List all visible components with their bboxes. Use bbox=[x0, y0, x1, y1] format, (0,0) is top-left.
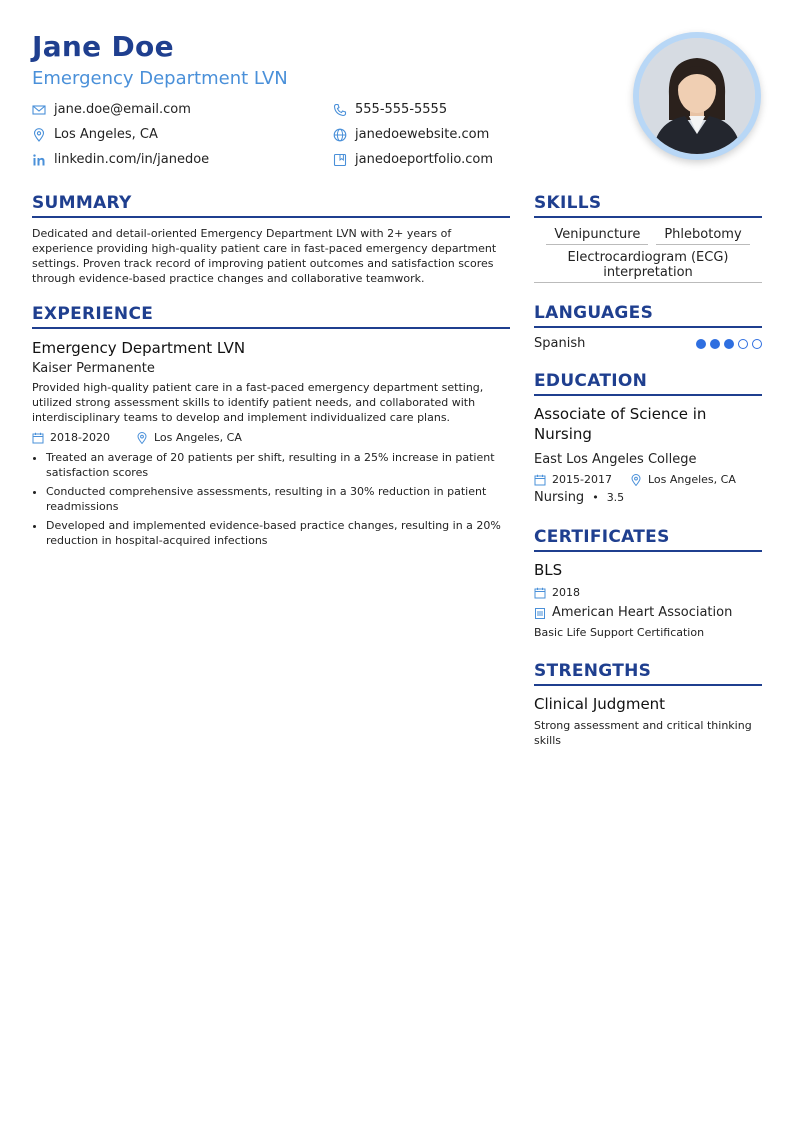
calendar-icon bbox=[534, 587, 546, 599]
profile-photo bbox=[633, 32, 761, 160]
job-title: Emergency Department LVN bbox=[32, 339, 246, 357]
language-name: Spanish bbox=[534, 336, 586, 351]
education-gpa: 3.5 bbox=[606, 491, 625, 504]
languages-heading: LANGUAGES bbox=[534, 303, 762, 328]
location-pin-icon bbox=[32, 128, 46, 142]
certificate-description: Basic Life Support Certification bbox=[534, 626, 705, 639]
skills-heading: SKILLS bbox=[534, 193, 762, 218]
skill-tag: Electrocardiogram (ECG) interpretation bbox=[534, 249, 762, 283]
linkedin-icon bbox=[32, 153, 46, 167]
education-field-row bbox=[534, 490, 762, 505]
contact-email[interactable] bbox=[32, 102, 191, 117]
strength-name: Clinical Judgment bbox=[534, 695, 666, 713]
contact-linkedin[interactable] bbox=[32, 152, 209, 167]
list-item: • Conducted comprehensive assessments, resulting in a 30% reduction in patient readmissions bbox=[46, 484, 510, 514]
contact-location bbox=[32, 127, 158, 142]
list-item: • Developed and implemented evidence-based practice changes, resulting in a 20% reduction in hospital-acquired infections bbox=[46, 518, 510, 548]
language-row bbox=[534, 336, 762, 351]
portrait-image bbox=[639, 38, 755, 154]
certificates-heading: CERTIFICATES bbox=[534, 527, 762, 552]
education-dates: 2015-2017 bbox=[552, 473, 612, 486]
school-name: East Los Angeles College bbox=[534, 452, 697, 467]
skill-tag: Venipuncture bbox=[546, 226, 648, 245]
calendar-icon bbox=[534, 474, 546, 486]
phone-text: 555-555-5555 bbox=[355, 102, 448, 117]
strength-description: Strong assessment and critical thinking skills bbox=[534, 719, 752, 747]
location-pin-icon bbox=[136, 432, 148, 444]
location-pin-icon bbox=[630, 474, 642, 486]
website-text: janedoewebsite.com bbox=[355, 127, 490, 142]
level-dot bbox=[696, 339, 706, 349]
job-dates: 2018-2020 bbox=[50, 431, 110, 444]
contact-website[interactable] bbox=[333, 127, 489, 142]
skills-list bbox=[534, 226, 762, 283]
level-dot bbox=[752, 339, 762, 349]
certificate-year-row bbox=[534, 586, 762, 599]
strengths-heading: STRENGTHS bbox=[534, 661, 762, 686]
job-achievements bbox=[32, 450, 510, 548]
certificate-issuer: American Heart Association bbox=[552, 605, 733, 620]
portfolio-icon bbox=[333, 153, 347, 167]
left-column bbox=[32, 193, 510, 552]
certificate-name: BLS bbox=[534, 561, 563, 579]
contact-phone[interactable] bbox=[333, 102, 447, 117]
certificate-issuer-row bbox=[534, 605, 762, 620]
education-field: Nursing bbox=[534, 490, 585, 505]
email-text: jane.doe@email.com bbox=[54, 102, 191, 117]
job-company: Kaiser Permanente bbox=[32, 361, 155, 376]
right-column bbox=[534, 193, 762, 748]
education-heading: EDUCATION bbox=[534, 371, 762, 396]
phone-icon bbox=[333, 103, 347, 117]
summary-text: Dedicated and detail-oriented Emergency Department LVN with 2+ years of experience providing high-quality patient care in fast-paced emergency department settings. Proven track record of improving patient outcomes and satisfaction scores through evidence-based practice changes and collaborative teamwork. bbox=[32, 227, 497, 285]
level-dot bbox=[738, 339, 748, 349]
summary-heading: SUMMARY bbox=[32, 193, 510, 218]
portfolio-text: janedoeportfolio.com bbox=[355, 152, 494, 167]
bullet-separator: • bbox=[592, 491, 599, 504]
candidate-name: Jane Doe bbox=[32, 30, 174, 63]
certificate-year: 2018 bbox=[552, 586, 580, 599]
globe-icon bbox=[333, 128, 347, 142]
job-location: Los Angeles, CA bbox=[153, 431, 242, 444]
level-dot bbox=[724, 339, 734, 349]
candidate-role: Emergency Department LVN bbox=[32, 68, 288, 89]
contact-portfolio[interactable] bbox=[333, 152, 493, 167]
education-location: Los Angeles, CA bbox=[647, 473, 736, 486]
linkedin-text: linkedin.com/in/janedoe bbox=[54, 152, 210, 167]
level-dot bbox=[710, 339, 720, 349]
list-item: • Treated an average of 20 patients per shift, resulting in a 25% increase in patient satisfaction scores bbox=[46, 450, 510, 480]
education-meta bbox=[534, 473, 762, 486]
envelope-icon bbox=[32, 103, 46, 117]
building-icon bbox=[534, 607, 546, 619]
job-description: Provided high-quality patient care in a fast-paced emergency department setting, utilized strong assessment skills to identify patient needs, and collaborated with interdisciplinary teams to develop and implement individualized care plans. bbox=[32, 381, 484, 424]
degree-name: Associate of Science in Nursing bbox=[534, 405, 707, 443]
job-meta bbox=[32, 431, 510, 444]
skill-tag: Phlebotomy bbox=[656, 226, 749, 245]
location-text: Los Angeles, CA bbox=[54, 127, 158, 142]
experience-heading: EXPERIENCE bbox=[32, 304, 510, 329]
language-level-dots bbox=[696, 339, 762, 349]
calendar-icon bbox=[32, 432, 44, 444]
